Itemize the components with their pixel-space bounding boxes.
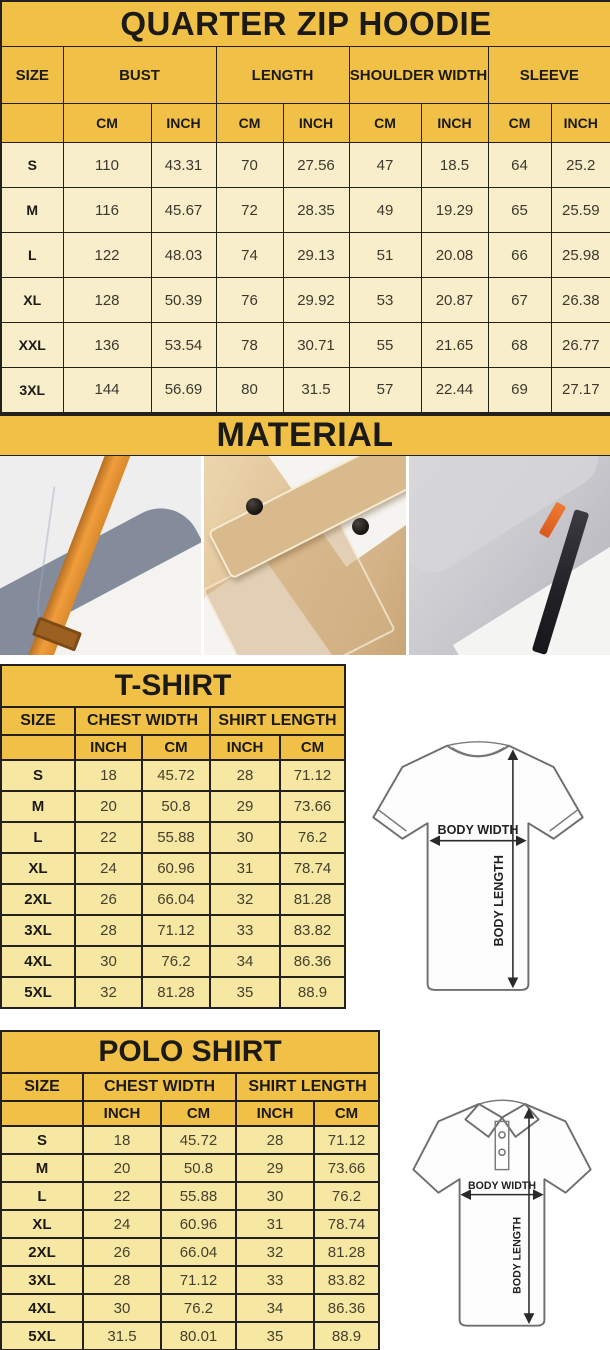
col-header-size: SIZE	[1, 47, 63, 104]
value-cell: 136	[63, 323, 151, 368]
size-cell: 4XL	[1, 946, 75, 977]
polo-button-icon	[499, 1149, 505, 1155]
unit-header-inch: INCH	[421, 104, 488, 143]
value-cell: 27.17	[551, 368, 610, 413]
value-cell: 28	[236, 1126, 314, 1154]
value-cell: 45.67	[151, 188, 216, 233]
body-length-label: BODY LENGTH	[492, 855, 507, 947]
table-row	[1, 946, 345, 977]
size-cell: M	[1, 791, 75, 822]
polo-table-title: POLO SHIRT	[1, 1031, 379, 1073]
table-row	[1, 1210, 379, 1238]
table-row	[1, 853, 345, 884]
table-row	[1, 143, 610, 188]
size-cell: M	[1, 1154, 83, 1182]
value-cell: 74	[216, 233, 283, 278]
value-cell: 30	[210, 822, 280, 853]
unit-header-cm: CM	[161, 1101, 236, 1126]
value-cell: 55.88	[142, 822, 210, 853]
value-cell: 26	[83, 1238, 161, 1266]
polo-size-table	[0, 1030, 380, 1350]
size-cell: XL	[1, 278, 63, 323]
size-cell: XXL	[1, 323, 63, 368]
material-section-title	[0, 414, 610, 456]
table-row	[1, 791, 345, 822]
size-cell: 3XL	[1, 368, 63, 413]
value-cell: 144	[63, 368, 151, 413]
col-header-size: SIZE	[1, 707, 75, 735]
tshirt-measurement-diagram	[352, 712, 604, 1012]
value-cell: 76.2	[280, 822, 345, 853]
size-cell: L	[1, 822, 75, 853]
size-cell: M	[1, 188, 63, 233]
value-cell: 31.5	[83, 1322, 161, 1350]
value-cell: 72	[216, 188, 283, 233]
value-cell: 64	[488, 143, 551, 188]
value-cell: 32	[236, 1238, 314, 1266]
col-header-chest-width: CHEST WIDTH	[75, 707, 210, 735]
table-row	[1, 760, 345, 791]
value-cell: 50.8	[142, 791, 210, 822]
value-cell: 49	[349, 188, 421, 233]
value-cell: 81.28	[142, 977, 210, 1008]
value-cell: 53	[349, 278, 421, 323]
value-cell: 69	[488, 368, 551, 413]
value-cell: 50.39	[151, 278, 216, 323]
value-cell: 28.35	[283, 188, 349, 233]
unit-header-cm: CM	[314, 1101, 379, 1126]
value-cell: 50.8	[161, 1154, 236, 1182]
size-cell: L	[1, 1182, 83, 1210]
value-cell: 80.01	[161, 1322, 236, 1350]
value-cell: 20	[83, 1154, 161, 1182]
value-cell: 35	[236, 1322, 314, 1350]
value-cell: 57	[349, 368, 421, 413]
value-cell: 55.88	[161, 1182, 236, 1210]
table-row	[1, 278, 610, 323]
value-cell: 56.69	[151, 368, 216, 413]
size-cell: 5XL	[1, 1322, 83, 1350]
unit-header-cm: CM	[63, 104, 151, 143]
value-cell: 18	[75, 760, 142, 791]
table-row	[1, 1294, 379, 1322]
value-cell: 53.54	[151, 323, 216, 368]
empty-unit-cell	[1, 104, 63, 143]
tee-body-outline	[373, 746, 582, 990]
value-cell: 30	[75, 946, 142, 977]
table-row	[1, 323, 610, 368]
col-header-length: LENGTH	[216, 47, 349, 104]
value-cell: 22.44	[421, 368, 488, 413]
table-row	[1, 1322, 379, 1350]
value-cell: 28	[83, 1266, 161, 1294]
size-cell: L	[1, 233, 63, 278]
unit-header-inch: INCH	[283, 104, 349, 143]
hoodie-table-title: QUARTER ZIP HOODIE	[1, 1, 610, 47]
value-cell: 31.5	[283, 368, 349, 413]
value-cell: 76.2	[314, 1182, 379, 1210]
tshirt-size-table	[0, 664, 346, 1009]
value-cell: 30	[83, 1294, 161, 1322]
value-cell: 76.2	[161, 1294, 236, 1322]
value-cell: 20.87	[421, 278, 488, 323]
size-cell: 3XL	[1, 915, 75, 946]
value-cell: 66.04	[142, 884, 210, 915]
value-cell: 32	[210, 884, 280, 915]
value-cell: 34	[236, 1294, 314, 1322]
table-row	[1, 822, 345, 853]
value-cell: 29.92	[283, 278, 349, 323]
value-cell: 78	[216, 323, 283, 368]
hoodie-size-table	[0, 0, 610, 414]
value-cell: 34	[210, 946, 280, 977]
value-cell: 26.77	[551, 323, 610, 368]
unit-header-cm: CM	[488, 104, 551, 143]
polo-button-icon	[499, 1132, 505, 1138]
value-cell: 86.36	[314, 1294, 379, 1322]
unit-header-inch: INCH	[83, 1101, 161, 1126]
col-header-shoulder-width: SHOULDER WIDTH	[349, 47, 488, 104]
value-cell: 71.12	[314, 1126, 379, 1154]
value-cell: 31	[210, 853, 280, 884]
value-cell: 60.96	[161, 1210, 236, 1238]
value-cell: 25.2	[551, 143, 610, 188]
value-cell: 29	[236, 1154, 314, 1182]
value-cell: 32	[75, 977, 142, 1008]
table-row	[1, 1126, 379, 1154]
tshirt-table-title: T-SHIRT	[1, 665, 345, 707]
unit-header-inch: INCH	[75, 735, 142, 760]
value-cell: 33	[236, 1266, 314, 1294]
value-cell: 26.38	[551, 278, 610, 323]
value-cell: 29	[210, 791, 280, 822]
size-cell: S	[1, 1126, 83, 1154]
table-row	[1, 368, 610, 413]
value-cell: 30.71	[283, 323, 349, 368]
value-cell: 26	[75, 884, 142, 915]
body-width-label: BODY WIDTH	[467, 1179, 537, 1192]
value-cell: 78.74	[280, 853, 345, 884]
value-cell: 21.65	[421, 323, 488, 368]
value-cell: 73.66	[280, 791, 345, 822]
value-cell: 80	[216, 368, 283, 413]
value-cell: 67	[488, 278, 551, 323]
value-cell: 27.56	[283, 143, 349, 188]
value-cell: 122	[63, 233, 151, 278]
value-cell: 76	[216, 278, 283, 323]
table-row	[1, 884, 345, 915]
size-cell: 2XL	[1, 1238, 83, 1266]
value-cell: 47	[349, 143, 421, 188]
value-cell: 43.31	[151, 143, 216, 188]
value-cell: 45.72	[161, 1126, 236, 1154]
value-cell: 76.2	[142, 946, 210, 977]
body-width-label: BODY WIDTH	[437, 822, 519, 837]
value-cell: 73.66	[314, 1154, 379, 1182]
value-cell: 22	[83, 1182, 161, 1210]
value-cell: 81.28	[314, 1238, 379, 1266]
value-cell: 110	[63, 143, 151, 188]
value-cell: 81.28	[280, 884, 345, 915]
value-cell: 28	[210, 760, 280, 791]
value-cell: 55	[349, 323, 421, 368]
value-cell: 88.9	[314, 1322, 379, 1350]
material-photo-gray-fleece-zip	[409, 456, 610, 655]
size-cell: S	[1, 143, 63, 188]
value-cell: 78.74	[314, 1210, 379, 1238]
value-cell: 128	[63, 278, 151, 323]
table-row	[1, 977, 345, 1008]
size-cell: 2XL	[1, 884, 75, 915]
value-cell: 51	[349, 233, 421, 278]
value-cell: 30	[236, 1182, 314, 1210]
size-cell: XL	[1, 1210, 83, 1238]
table-row	[1, 1154, 379, 1182]
value-cell: 71.12	[161, 1266, 236, 1294]
value-cell: 25.98	[551, 233, 610, 278]
value-cell: 45.72	[142, 760, 210, 791]
empty-unit-cell	[1, 1101, 83, 1126]
value-cell: 48.03	[151, 233, 216, 278]
col-header-sleeve: SLEEVE	[488, 47, 610, 104]
value-cell: 24	[75, 853, 142, 884]
col-header-size: SIZE	[1, 1073, 83, 1101]
value-cell: 71.12	[142, 915, 210, 946]
value-cell: 66.04	[161, 1238, 236, 1266]
value-cell: 22	[75, 822, 142, 853]
value-cell: 83.82	[280, 915, 345, 946]
value-cell: 71.12	[280, 760, 345, 791]
value-cell: 19.29	[421, 188, 488, 233]
col-header-chest-width: CHEST WIDTH	[83, 1073, 236, 1101]
value-cell: 28	[75, 915, 142, 946]
size-cell: S	[1, 760, 75, 791]
value-cell: 66	[488, 233, 551, 278]
table-row	[1, 1266, 379, 1294]
col-header-shirt-length: SHIRT LENGTH	[210, 707, 345, 735]
value-cell: 20.08	[421, 233, 488, 278]
unit-header-inch: INCH	[236, 1101, 314, 1126]
value-cell: 65	[488, 188, 551, 233]
size-cell: 3XL	[1, 1266, 83, 1294]
unit-header-cm: CM	[142, 735, 210, 760]
material-photo-strip	[0, 456, 610, 655]
value-cell: 116	[63, 188, 151, 233]
col-header-bust: BUST	[63, 47, 216, 104]
table-row	[1, 233, 610, 278]
body-length-label: BODY LENGTH	[511, 1216, 524, 1294]
unit-header-cm: CM	[216, 104, 283, 143]
size-cell: 4XL	[1, 1294, 83, 1322]
value-cell: 20	[75, 791, 142, 822]
col-header-shirt-length: SHIRT LENGTH	[236, 1073, 379, 1101]
table-row	[1, 188, 610, 233]
polo-measurement-diagram	[396, 1076, 608, 1348]
unit-header-inch: INCH	[210, 735, 280, 760]
value-cell: 18.5	[421, 143, 488, 188]
polo-collar-back	[479, 1100, 525, 1104]
value-cell: 24	[83, 1210, 161, 1238]
tee-collar-rib	[447, 742, 509, 746]
unit-header-inch: INCH	[551, 104, 610, 143]
unit-header-inch: INCH	[151, 104, 216, 143]
value-cell: 33	[210, 915, 280, 946]
material-title-text: MATERIAL	[216, 416, 394, 454]
empty-unit-cell	[1, 735, 75, 760]
value-cell: 86.36	[280, 946, 345, 977]
material-photo-navy-fleece-orange-strap	[0, 456, 201, 655]
unit-header-cm: CM	[349, 104, 421, 143]
unit-header-cm: CM	[280, 735, 345, 760]
value-cell: 35	[210, 977, 280, 1008]
value-cell: 29.13	[283, 233, 349, 278]
material-photo-khaki-snap-pocket	[204, 456, 405, 655]
garment-edge	[453, 539, 610, 655]
value-cell: 60.96	[142, 853, 210, 884]
value-cell: 68	[488, 323, 551, 368]
size-cell: XL	[1, 853, 75, 884]
value-cell: 18	[83, 1126, 161, 1154]
table-row	[1, 915, 345, 946]
size-cell: 5XL	[1, 977, 75, 1008]
value-cell: 31	[236, 1210, 314, 1238]
value-cell: 70	[216, 143, 283, 188]
table-row	[1, 1182, 379, 1210]
value-cell: 25.59	[551, 188, 610, 233]
value-cell: 88.9	[280, 977, 345, 1008]
table-row	[1, 1238, 379, 1266]
value-cell: 83.82	[314, 1266, 379, 1294]
